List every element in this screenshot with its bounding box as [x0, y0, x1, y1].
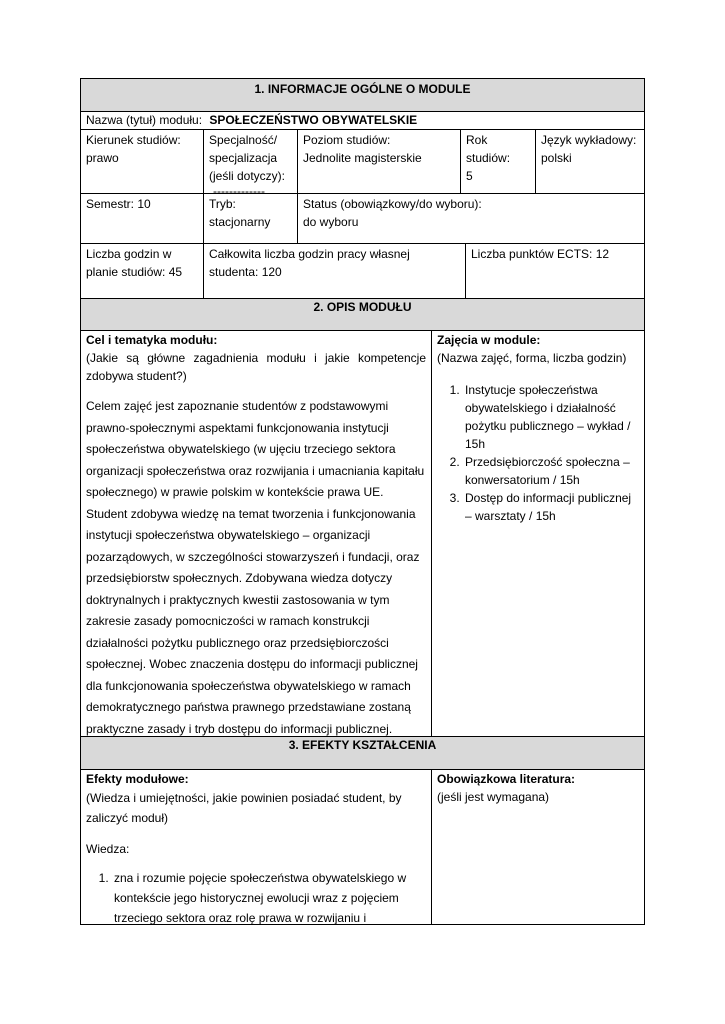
field-of-study-value: prawo [86, 151, 119, 165]
knowledge-label: Wiedza: [86, 842, 130, 856]
hours-cell [81, 243, 203, 298]
ects-text: Liczba punktów ECTS: 12 [471, 247, 610, 261]
module-name-row [81, 111, 644, 129]
list-item: 1. zna i rozumie pojęcie społeczeństwa obywatelskiego w kontekście jego historycznej ewolucji wraz z pojęciem trzeciego sektora oraz rolę prawa w rozwijaniu i [112, 868, 426, 928]
mode-label: Tryb: [209, 197, 236, 211]
learning-outcomes-cell [81, 769, 431, 924]
specialization-cell [204, 129, 297, 198]
literature-title: Obowiązkowa literatura: [437, 772, 576, 786]
language-cell [536, 129, 644, 193]
module-goal-body: Celem zajęć jest zapoznanie studentów z podstawowymi prawno-społecznymi aspektami funkcjonowania instytucji społeczeństwa obywatelskiego (w ujęciu trzeciego sektora organizacji społeczeństwa oraz rozwijania i umacniania kapitału społecznego) w prawie polskim w kontekście prawa UE. Student zdobywa wiedzę na temat tworzenia i funkcjonowania instytucji społeczeństwa obywatelskiego – organizacji pozarządowych, w szczególności stowarzyszeń i fundacji, oraz przedsiębiorstw społecznych. Zdobywana wiedza dotyczy doktrynalnych i praktycznych kwestii zastosowania w tym zakresie zasady pomocniczości w ramach konstrukcji działalności pożytku publicznego oraz przedsiębiorczości społecznej. Wobec znaczenia dostępu do informacji publicznej dla funkcjonowania społeczeństwa obywatelskiego w ramach demokratycznego państwa prawnego przedstawiane zostaną praktyczne zasady i tryb dostępu do informacji publicznej. [86, 399, 425, 736]
status-value: do wyboru [303, 215, 359, 229]
knowledge-list [86, 868, 426, 928]
mode-value: stacjonarny [209, 215, 271, 229]
own-work-text: Całkowita liczba godzin pracy własnej studenta: 120 [209, 247, 410, 279]
grid-line [80, 298, 645, 299]
section1-heading: 1. INFORMACJE OGÓLNE O MODULE [254, 82, 471, 96]
module-classes-list [437, 381, 639, 525]
module-goal-cell [81, 330, 431, 736]
year-label: Rok studiów: [466, 133, 511, 165]
list-item: 2. Przedsiębiorczość społeczna – konwersatorium / 15h [463, 453, 639, 489]
literature-hint: (jeśli jest wymagana) [437, 790, 550, 804]
grid-line [644, 78, 645, 925]
specialization-value: ------------- [213, 184, 265, 198]
list-item: 1. Instytucje społeczeństwa obywatelskiego i działalność pożytku publicznego – wykład / 15h [463, 381, 639, 453]
semester-cell [81, 193, 203, 243]
field-of-study-cell [81, 129, 203, 193]
module-classes-cell [432, 330, 644, 736]
level-value: Jednolite magisterskie [303, 151, 422, 165]
module-name-value: SPOŁECZEŃSTWO OBYWATELSKIE [209, 113, 418, 127]
section2-header [80, 298, 645, 330]
level-label: Poziom studiów: [303, 133, 391, 147]
year-cell [461, 129, 535, 193]
module-goal-title: Cel i tematyka modułu: [86, 333, 218, 347]
literature-cell [432, 769, 644, 924]
module-goal-hint: (Jakie są główne zagadnienia modułu i jakie kompetencje zdobywa student?) [86, 351, 426, 383]
hours-text: Liczba godzin w planie studiów: 45 [86, 247, 183, 279]
semester-text: Semestr: 10 [86, 197, 151, 211]
section3-heading: 3. EFEKTY KSZTAŁCENIA [288, 738, 437, 752]
field-of-study-label: Kierunek studiów: [86, 133, 181, 147]
status-cell [298, 193, 644, 243]
section3-header [80, 736, 645, 769]
mode-cell [204, 193, 297, 243]
list-item: 3. Dostęp do informacji publicznej – warsztaty / 15h [463, 489, 639, 525]
learning-outcomes-title: Efekty modułowe: [86, 772, 189, 786]
status-label: Status (obowiązkowy/do wyboru): [303, 197, 482, 211]
module-name-label: Nazwa (tytuł) modułu: [86, 113, 203, 127]
grid-line [80, 78, 645, 79]
language-label: Język wykładowy: [541, 133, 637, 147]
own-work-cell [204, 243, 465, 298]
year-value: 5 [466, 169, 473, 183]
module-classes-title: Zajęcia w module: [437, 333, 541, 347]
ects-cell [466, 243, 644, 298]
learning-outcomes-hint: (Wiedza i umiejętności, jakie powinien posiadać student, by zaliczyć moduł) [86, 791, 402, 825]
level-cell [298, 129, 460, 193]
specialization-label: Specjalność/ specjalizacja (jeśli dotyczy): [209, 133, 286, 183]
language-value: polski [541, 151, 572, 165]
section1-header [80, 78, 645, 111]
section2-heading: 2. OPIS MODUŁU [313, 300, 412, 314]
module-classes-hint: (Nazwa zajęć, forma, liczba godzin) [437, 351, 627, 365]
